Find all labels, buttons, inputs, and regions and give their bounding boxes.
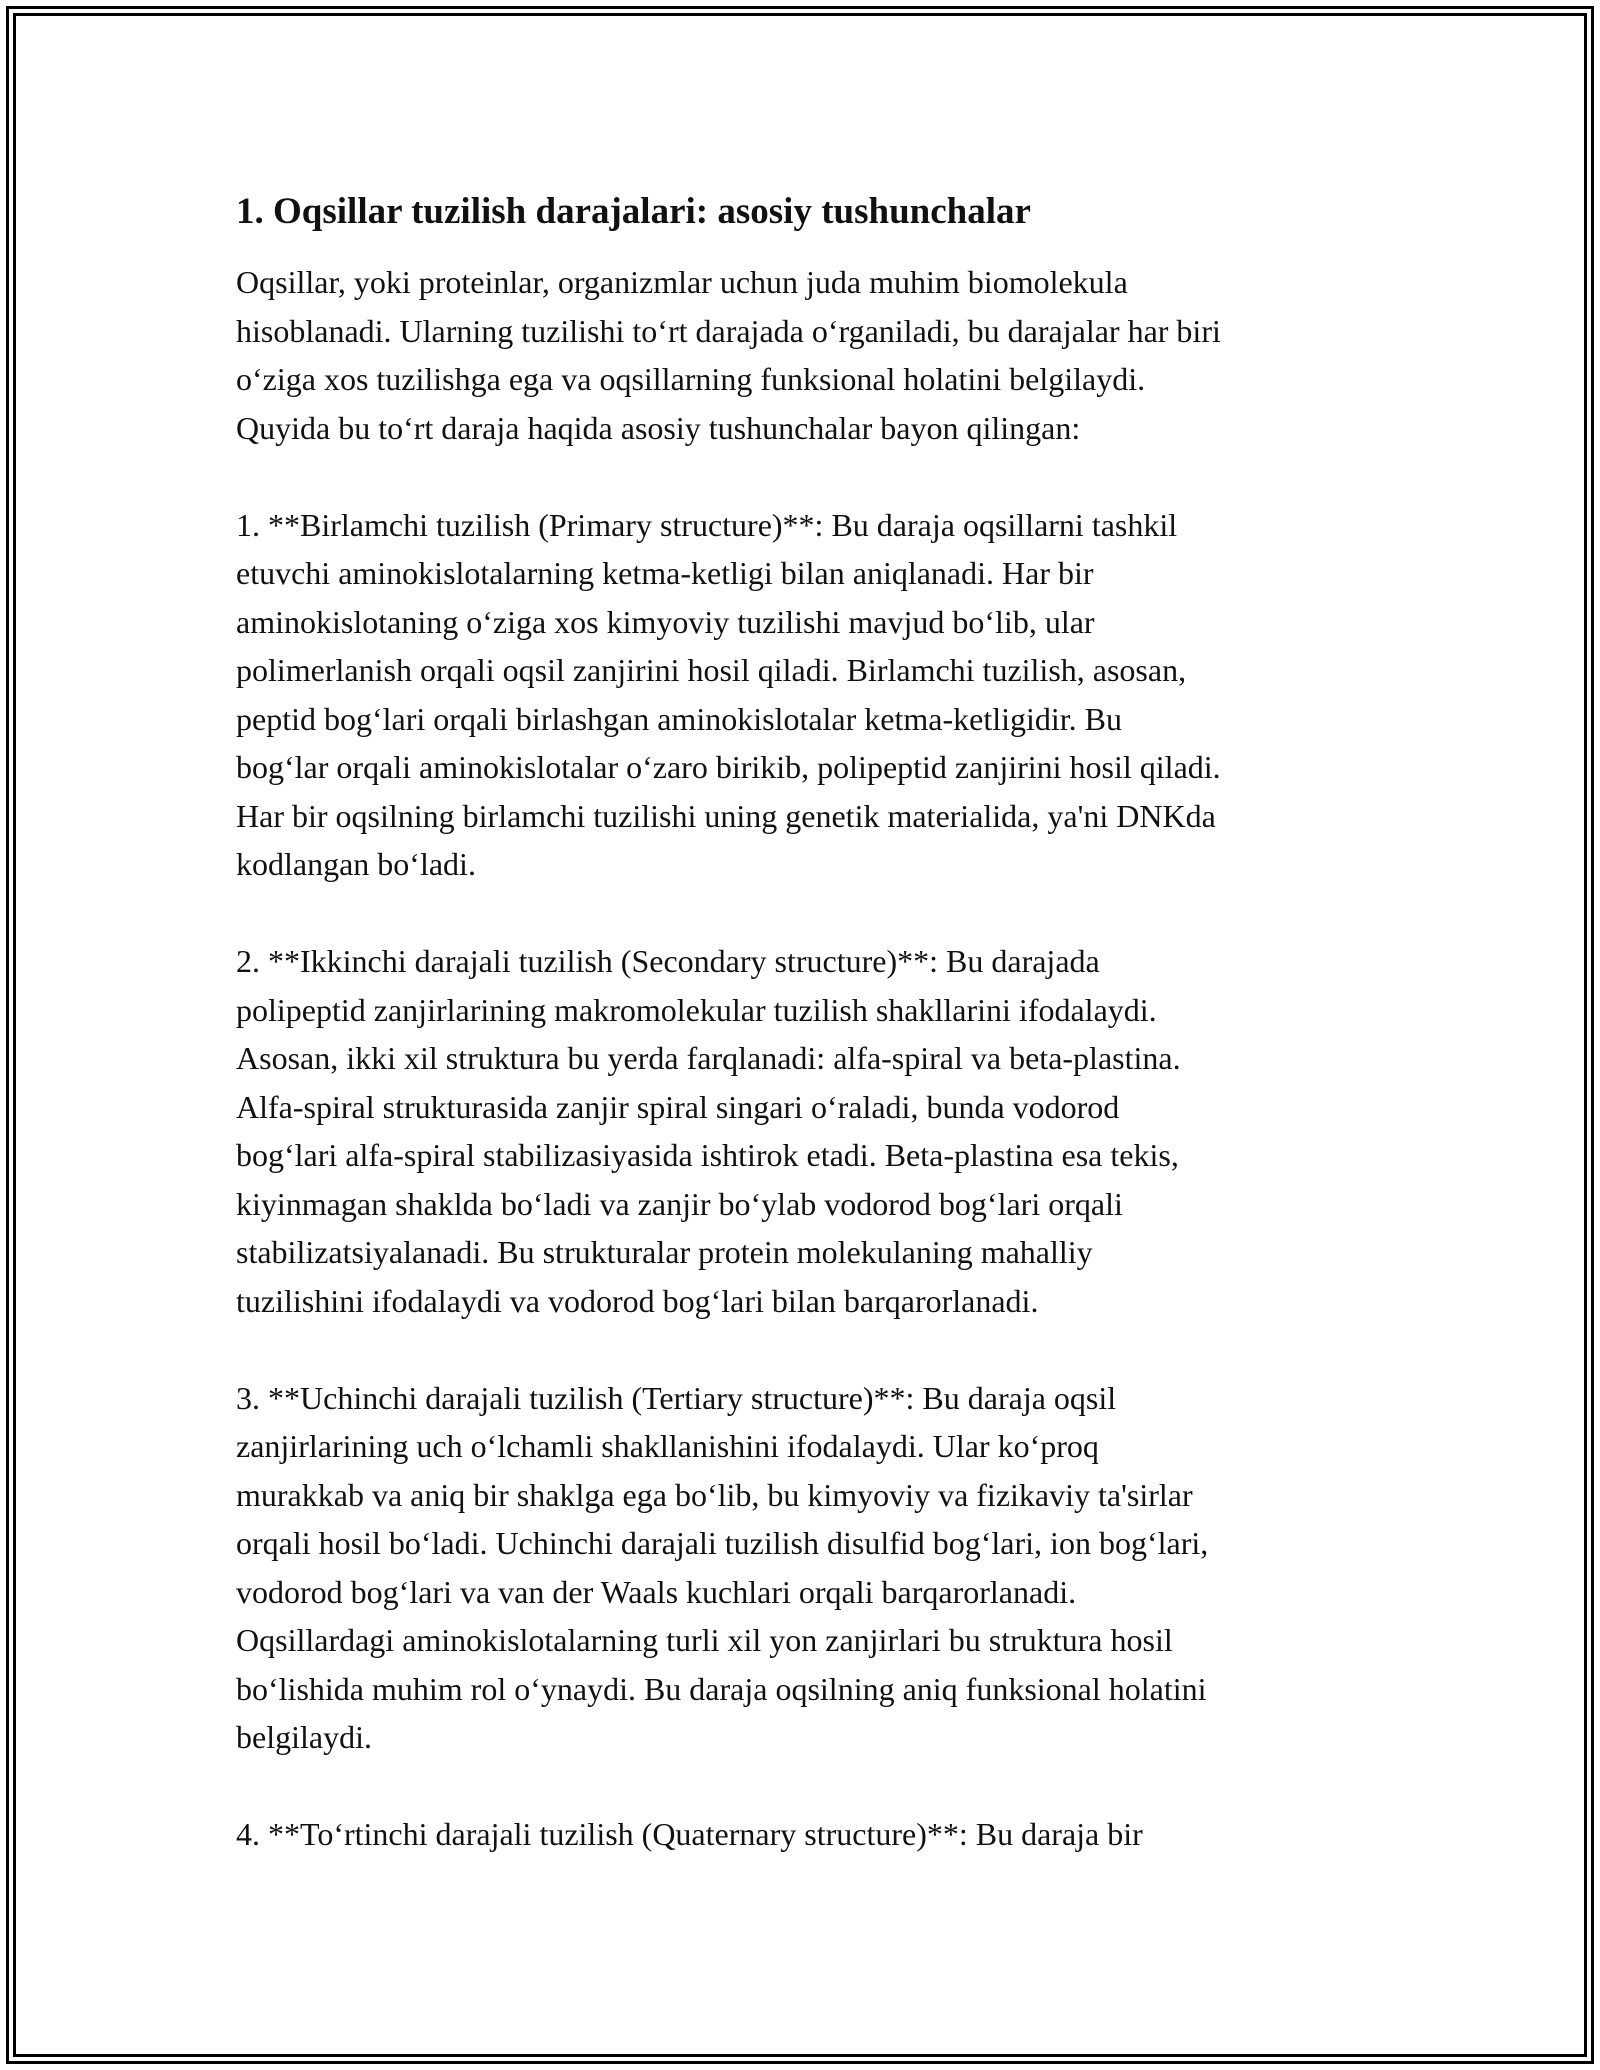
paragraph-secondary-structure: 2. **Ikkinchi darajali tuzilish (Secondary structure)**: Bu darajada polipeptid zanjirlarining makromolekular tuzilish shakllarini ifodalaydi. Asosan, ikki xil struktura bu yerda farqlanadi: alfa-spiral va beta-plastina. Alfa-spiral strukturasida zanjir spiral singari o‘raladi, bunda vodorod bog‘lari alfa-spiral stabilizasiyasida ishtirok etadi. Beta-plastina esa tekis, kiyinmagan shaklda bo‘ladi va zanjir bo‘ylab vodorod bog‘lari orqali stabilizatsiyalanadi. Bu strukturalar protein molekulaning mahalliy tuzilishini ifodalaydi va vodorod bog‘lari bilan barqarorlanadi. (236, 943, 1181, 1319)
document-title: 1. Oqsillar tuzilish darajalari: asosiy tushunchalar (236, 191, 1031, 232)
document-body (236, 188, 1396, 1907)
paragraph-tertiary-structure: 3. **Uchinchi darajali tuzilish (Tertiary structure)**: Bu daraja oqsil zanjirlarining uch o‘lchamli shakllanishini ifodalaydi. Ular ko‘proq murakkab va aniq bir shaklga ega bo‘lib, bu kimyoviy va fizikaviy ta'sirlar orqali hosil bo‘ladi. Uchinchi darajali tuzilish disulfid bog‘lari, ion bog‘lari, vodorod bog‘lari va van der Waals kuchlari orqali barqarorlanadi. Oqsillardagi aminokislotalarning turli xil yon zanjirlari bu struktura hosil bo‘lishida muhim rol o‘ynaydi. Bu daraja oqsilning aniq funksional holatini belgilaydi. (236, 1379, 1209, 1755)
paragraph-quaternary-structure: 4. **To‘rtinchi darajali tuzilish (Quaternary structure)**: Bu daraja bir (236, 1816, 1143, 1852)
paragraph-intro: Oqsillar, yoki proteinlar, organizmlar uchun juda muhim biomolekula hisoblanadi. Ularning tuzilishi to‘rt darajada o‘rganiladi, bu darajalar har biri o‘ziga xos tuzilishga ega va oqsillarning funksional holatini belgilaydi. Quyida bu to‘rt daraja haqida asosiy tushunchalar bayon qilingan: (236, 264, 1221, 446)
paragraph-primary-structure: 1. **Birlamchi tuzilish (Primary structure)**: Bu daraja oqsillarni tashkil etuvchi aminokislotalarning ketma-ketligi bilan aniqlanadi. Har bir aminokislotaning o‘ziga xos kimyoviy tuzilishi mavjud bo‘lib, ular polimerlanish orqali oqsil zanjirini hosil qiladi. Birlamchi tuzilish, asosan, peptid bog‘lari orqali birlashgan aminokislotalar ketma-ketligidir. Bu bog‘lar orqali aminokislotalar o‘zaro birikib, polipeptid zanjirini hosil qiladi. Har bir oqsilning birlamchi tuzilishi uning genetik materialida, ya'ni DNKda kodlangan bo‘ladi. (236, 506, 1221, 882)
